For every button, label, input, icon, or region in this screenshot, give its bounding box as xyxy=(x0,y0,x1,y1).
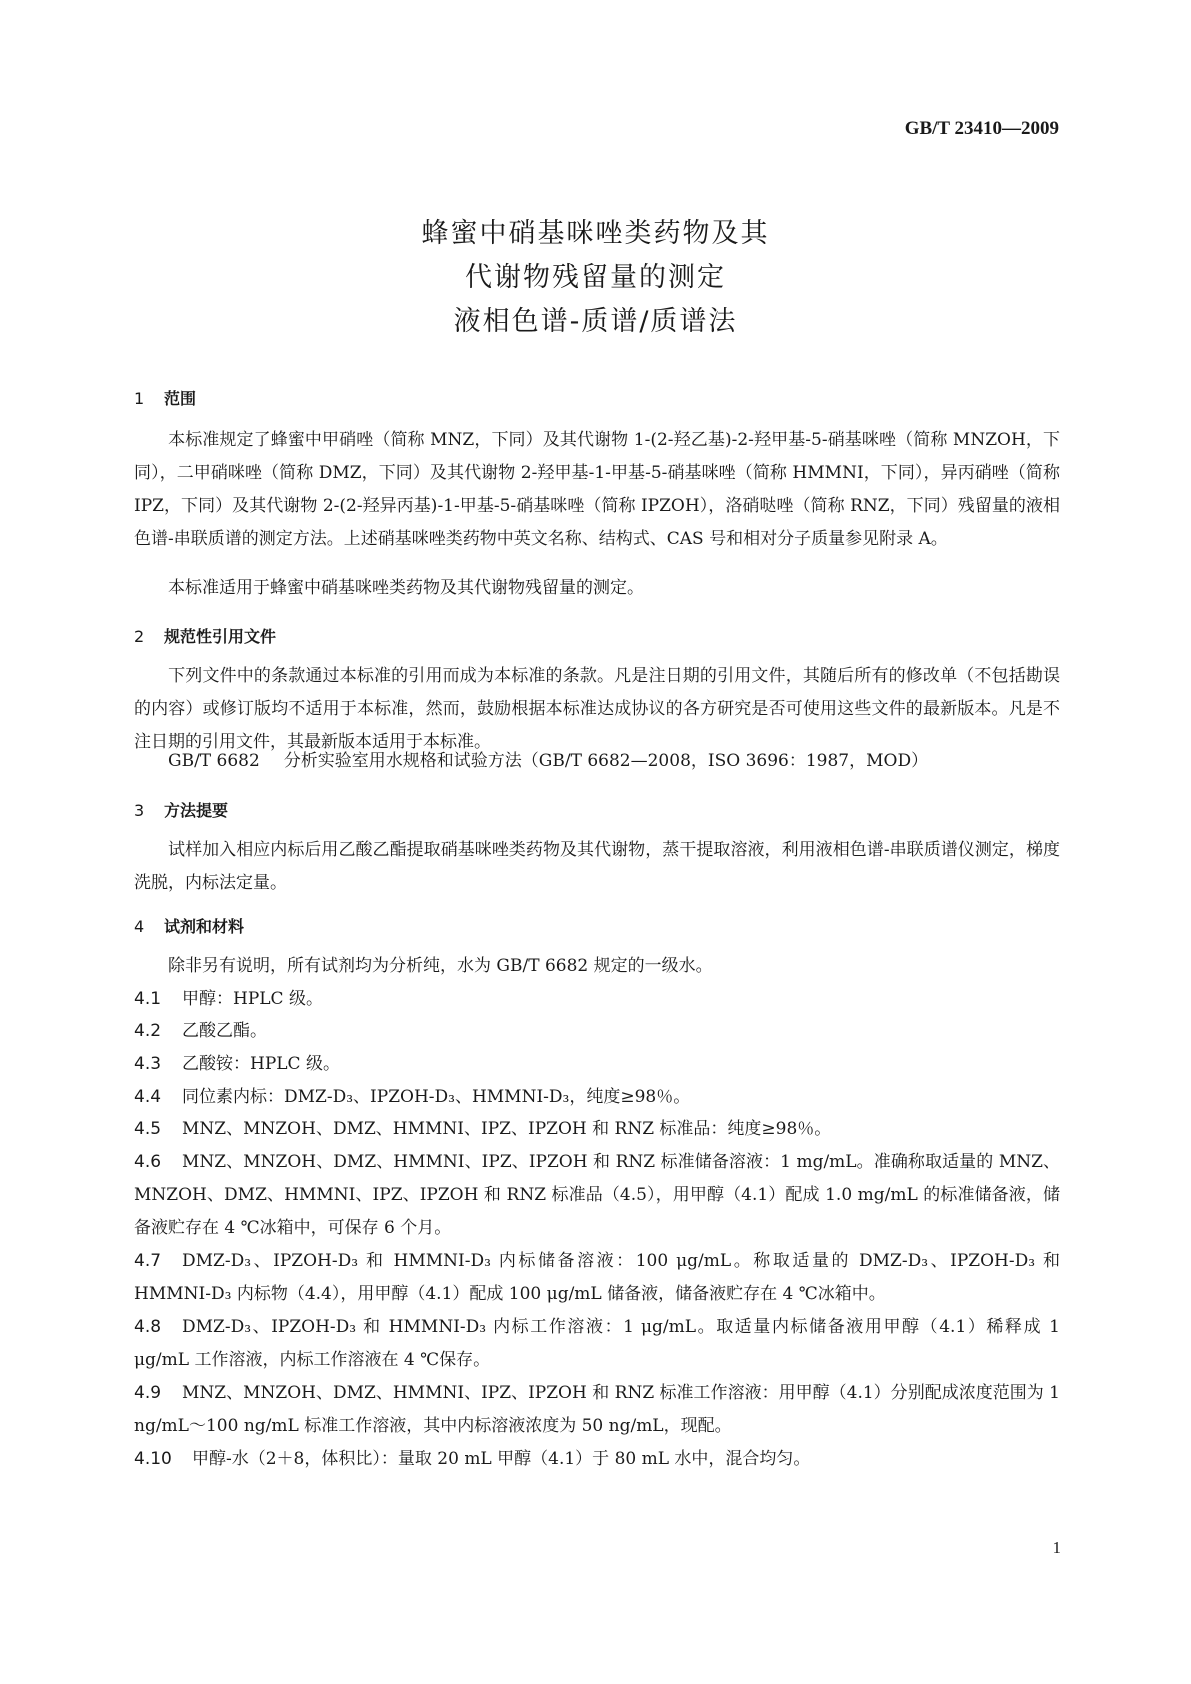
document-title xyxy=(0,212,1191,344)
item-text: 甲醇：HPLC 级。 xyxy=(182,989,323,1009)
paragraph-text: 本标准规定了蜂蜜中甲硝唑（简称 MNZ，下同）及其代谢物 1-(2-羟乙基)-2-羟甲基-5-硝基咪唑（简称 MNZOH，下同），二甲硝咪唑（简称 DMZ，下同）及其代谢物 2-羟甲基-1-甲基-5-硝基咪唑（简称 HMMNI，下同），异丙硝唑（简称 IPZ，下同）及其代谢物 2-(2-羟异丙基)-1-甲基-5-硝基咪唑（简称 IPZOH），洛硝哒唑（简称 RNZ，下同）残留量的液相色谱-串联质谱的测定方法。上述硝基咪唑类药物中英文名称、结构式、CAS 号和相对分子质量参见附录 A。 xyxy=(134,430,1060,549)
section-title: 试剂和材料 xyxy=(164,917,245,936)
section-number: 1 xyxy=(134,389,145,408)
section-number: 3 xyxy=(134,801,145,820)
section-1-paragraph-2 xyxy=(134,572,1060,605)
section-1-heading xyxy=(134,386,196,409)
item-number: 4.7 xyxy=(134,1251,162,1271)
item-4-4 xyxy=(134,1081,690,1114)
item-4-9 xyxy=(134,1377,1060,1443)
reference-title: 分析实验室用水规格和试验方法（GB/T 6682—2008，ISO 3696：1987，MOD） xyxy=(283,751,929,771)
paragraph-text: 试样加入相应内标后用乙酸乙酯提取硝基咪唑类药物及其代谢物，蒸干提取溶液，利用液相色谱-串联质谱仪测定，梯度洗脱，内标法定量。 xyxy=(134,840,1060,893)
item-4-7 xyxy=(134,1245,1060,1311)
section-3-paragraph-1 xyxy=(134,834,1060,900)
title-line-2: 代谢物残留量的测定 xyxy=(465,262,726,293)
item-4-5 xyxy=(134,1113,831,1146)
item-4-6 xyxy=(134,1146,1060,1245)
item-number: 4.1 xyxy=(134,989,162,1009)
page-number: 1 xyxy=(1052,1538,1061,1557)
item-text: MNZ、MNZOH、DMZ、HMMNI、IPZ、IPZOH 和 RNZ 标准品：纯度≥98％。 xyxy=(182,1119,832,1139)
item-number: 4.6 xyxy=(134,1152,162,1172)
section-title: 范围 xyxy=(164,389,197,408)
item-text: 乙酸铵：HPLC 级。 xyxy=(182,1054,340,1074)
item-text: 同位素内标：DMZ-D₃、IPZOH-D₃、HMMNI-D₃，纯度≥98％。 xyxy=(182,1087,691,1107)
item-number: 4.2 xyxy=(134,1021,162,1041)
section-2-heading xyxy=(134,624,276,647)
item-4-10 xyxy=(134,1443,810,1476)
item-number: 4.5 xyxy=(134,1119,162,1139)
item-number: 4.3 xyxy=(134,1054,162,1074)
item-number: 4.4 xyxy=(134,1087,162,1107)
reference-code: GB/T 6682 xyxy=(168,751,260,771)
item-4-2 xyxy=(134,1015,267,1048)
item-text: MNZ、MNZOH、DMZ、HMMNI、IPZ、IPZOH 和 RNZ 标准储备溶液：1 mg/mL。准确称取适量的 MNZ、MNZOH、DMZ、HMMNI、IPZ、IPZOH 和 RNZ 标准品（4.5），用甲醇（4.1）配成 1.0 mg/mL 的标准储备液，储备液贮存在 4 ℃冰箱中，可保存 6 个月。 xyxy=(134,1152,1060,1238)
section-3-heading xyxy=(134,798,228,821)
item-4-1 xyxy=(134,983,323,1016)
section-title: 规范性引用文件 xyxy=(164,627,277,646)
item-text: MNZ、MNZOH、DMZ、HMMNI、IPZ、IPZOH 和 RNZ 标准工作溶液：用甲醇（4.1）分别配成浓度范围为 1 ng/mL～100 ng/mL 标准工作溶液，其中内标溶液浓度为 50 ng/mL，现配。 xyxy=(134,1383,1060,1436)
item-number: 4.8 xyxy=(134,1317,162,1337)
normative-reference xyxy=(134,745,928,778)
item-text: DMZ-D₃、IPZOH-D₃ 和 HMMNI-D₃ 内标工作溶液：1 μg/mL。取适量内标储备液用甲醇（4.1）稀释成 1 μg/mL 工作溶液，内标工作溶液在 4 ℃保存。 xyxy=(134,1317,1060,1370)
section-4-heading xyxy=(134,914,244,937)
title-line-1: 蜂蜜中硝基咪唑类药物及其 xyxy=(421,218,770,249)
item-text: 甲醇-水（2＋8，体积比）：量取 20 mL 甲醇（4.1）于 80 mL 水中，混合均匀。 xyxy=(192,1449,811,1469)
section-number: 2 xyxy=(134,627,145,646)
standard-code: GB/T 23410—2009 xyxy=(904,118,1059,139)
paragraph-text: 下列文件中的条款通过本标准的引用而成为本标准的条款。凡是注日期的引用文件，其随后所有的修改单（不包括勘误的内容）或修订版均不适用于本标准，然而，鼓励根据本标准达成协议的各方研究是否可使用这些文件的最新版本。凡是不注日期的引用文件，其最新版本适用于本标准。 xyxy=(134,666,1060,752)
item-number: 4.9 xyxy=(134,1383,162,1403)
item-text: DMZ-D₃、IPZOH-D₃ 和 HMMNI-D₃ 内标储备溶液：100 μg/mL。称取适量的 DMZ-D₃、IPZOH-D₃ 和 HMMNI-D₃ 内标物（4.4），用甲醇（4.1）配成 100 μg/mL 储备液，储备液贮存在 4 ℃冰箱中。 xyxy=(134,1251,1060,1304)
paragraph-text: 除非另有说明，所有试剂均为分析纯，水为 GB/T 6682 规定的一级水。 xyxy=(168,956,713,976)
item-4-8 xyxy=(134,1311,1060,1377)
item-text: 乙酸乙酯。 xyxy=(182,1021,267,1041)
section-number: 4 xyxy=(134,917,145,936)
title-line-3: 液相色谱-质谱/质谱法 xyxy=(453,306,738,337)
paragraph-text: 本标准适用于蜂蜜中硝基咪唑类药物及其代谢物残留量的测定。 xyxy=(168,578,644,598)
item-4-3 xyxy=(134,1048,340,1081)
section-title: 方法提要 xyxy=(164,801,229,820)
item-number: 4.10 xyxy=(134,1449,172,1469)
section-4-intro xyxy=(134,950,1060,983)
section-1-paragraph-1 xyxy=(134,424,1060,556)
